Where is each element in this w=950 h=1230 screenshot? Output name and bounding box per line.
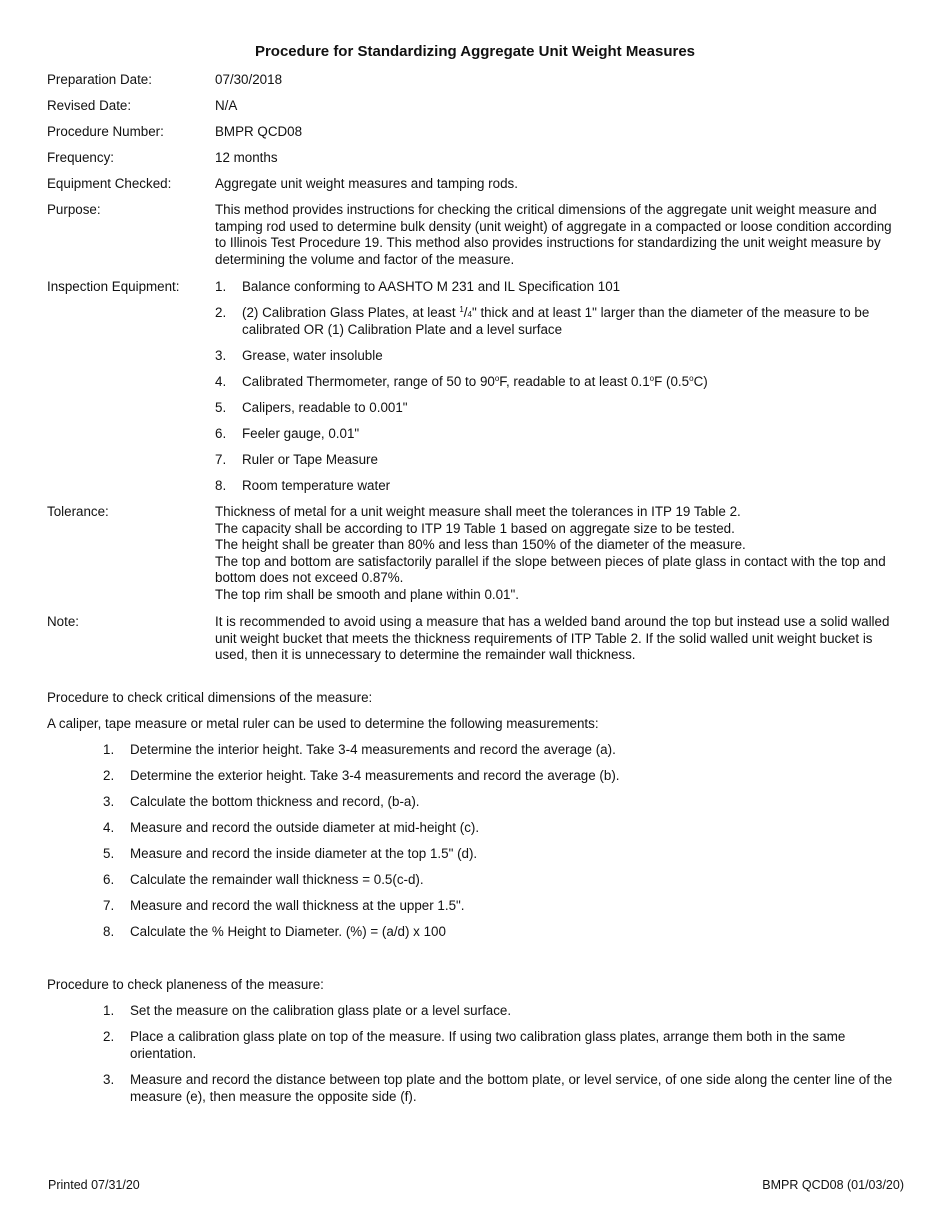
step-number: 4. [103,820,115,835]
field-label: Preparation Date: [47,72,152,87]
item-number: 6. [215,426,227,441]
step-text: Calculate the remainder wall thickness = 0.5(c-d). [130,872,424,887]
step-text: Measure and record the wall thickness at the upper 1.5". [130,898,465,913]
item-text: Calipers, readable to 0.001" [242,400,408,415]
field-label: Procedure Number: [47,124,164,139]
item-text: Feeler gauge, 0.01" [242,426,360,441]
fraction-denominator: 4 [467,310,472,319]
field-label: Purpose: [47,202,101,217]
item-text: (2) Calibration Glass Plates, at least $^1$/4" thick and at least 1" larger than the diameter of the measure to be calibrated OR (1) Calibration Plate and a level surface [242,305,870,337]
critical-dimensions-intro: A caliper, tape measure or metal ruler can be used to determine the following measurements: [47,716,599,731]
tolerance-line: The top and bottom are satisfactorily parallel if the slope between pieces of plate glass in contact with the top and bottom does not exceed 0.87%. [215,553,886,586]
step-number: 1. [103,1003,115,1018]
item-text: Calibrated Thermometer, range of 50 to 90$^o$F, readable to at least 0.1$^o$F (0.5$^o$C) [242,374,708,389]
step-text: Place a calibration glass plate on top of the measure. If using two calibration glass plates, arrange them both in the same orientation. [130,1029,846,1061]
item-text: Grease, water insoluble [242,348,383,363]
purpose-text: This method provides instructions for checking the critical dimensions of the aggregate unit weight measure and tamping rod used to determine bulk density (unit weight) of aggregate in a compacted or loose condition according to Illinois Test Procedure 19. This method also provides instructions for standardizing the unit weight measure by determining the volume and factor of the measure. [215,202,892,267]
step-text: Set the measure on the calibration glass plate or a level surface. [130,1003,512,1018]
item-number: 5. [215,400,227,415]
critical-dimensions-heading: Procedure to check critical dimensions of the measure: [47,690,373,705]
fraction-numerator: 1 [459,305,464,314]
item-number: 7. [215,452,227,467]
footer-document-id: BMPR QCD08 (01/03/20) [762,1178,904,1192]
item-number: 2. [215,305,227,320]
field-value: BMPR QCD08 [215,124,303,139]
degree-symbol: o [689,374,694,383]
step-number: 8. [103,924,115,939]
step-text: Measure and record the distance between top plate and the bottom plate, or level service, of one side along the center line of the measure (e), then measure the opposite side (f). [130,1072,893,1104]
footer-printed-date: Printed 07/31/20 [48,1178,140,1192]
step-text: Calculate the bottom thickness and record, (b-a). [130,794,420,809]
document-title: Procedure for Standardizing Aggregate Unit Weight Measures [254,43,696,60]
step-text: Measure and record the inside diameter at the top 1.5" (d). [130,846,478,861]
field-value: N/A [215,98,238,113]
note-text: It is recommended to avoid using a measure that has a welded band around the top but instead use a solid walled unit weight bucket that meets the thickness requirements of ITP Table 2. If the solid walled unit weight bucket is used, then it is unnecessary to determine the remainder wall thickness. [215,614,890,663]
degree-symbol: o [494,374,500,383]
item-number: 3. [215,348,227,363]
item-text: Balance conforming to AASHTO M 231 and IL Specification 101 [242,279,621,294]
step-number: 3. [103,1072,115,1087]
field-label: Revised Date: [47,98,132,113]
step-number: 2. [103,768,115,783]
step-text: Calculate the % Height to Diameter. (%) = (a/d) x 100 [130,924,446,939]
item-text: Room temperature water [242,478,391,493]
step-number: 7. [103,898,115,913]
item-text: Ruler or Tape Measure [242,452,378,467]
tolerance-line: The height shall be greater than 80% and less than 150% of the diameter of the measure. [215,537,746,553]
item-number: 1. [215,279,227,294]
field-label: Equipment Checked: [47,176,172,191]
field-value: 07/30/2018 [215,72,283,87]
step-text: Determine the interior height. Take 3-4 measurements and record the average (a). [130,742,616,757]
tolerance-line: Thickness of metal for a unit weight measure shall meet the tolerances in ITP 19 Table 2. [215,504,741,519]
field-label: Note: [47,614,80,629]
tolerance-line: The top rim shall be smooth and plane within 0.01". [215,586,519,602]
tolerance-line: The capacity shall be according to ITP 19 Table 1 based on aggregate size to be tested. [215,520,735,536]
step-number: 1. [103,742,115,757]
step-number: 5. [103,846,115,861]
tolerance-lines [215,504,905,604]
step-text: Measure and record the outside diameter at mid-height (c). [130,820,480,835]
planeness-heading: Procedure to check planeness of the measure: [47,977,324,992]
item-number: 4. [215,374,227,389]
step-number: 6. [103,872,115,887]
field-value: Aggregate unit weight measures and tamping rods. [215,176,518,191]
field-label: Inspection Equipment: [47,279,180,294]
step-number: 2. [103,1029,115,1044]
item-number: 8. [215,478,227,493]
degree-symbol: o [649,374,655,383]
field-label: Tolerance: [47,504,109,519]
step-text: Determine the exterior height. Take 3-4 measurements and record the average (b). [130,768,620,783]
field-label: Frequency: [47,150,114,165]
field-value: 12 months [215,150,278,165]
step-number: 3. [103,794,115,809]
